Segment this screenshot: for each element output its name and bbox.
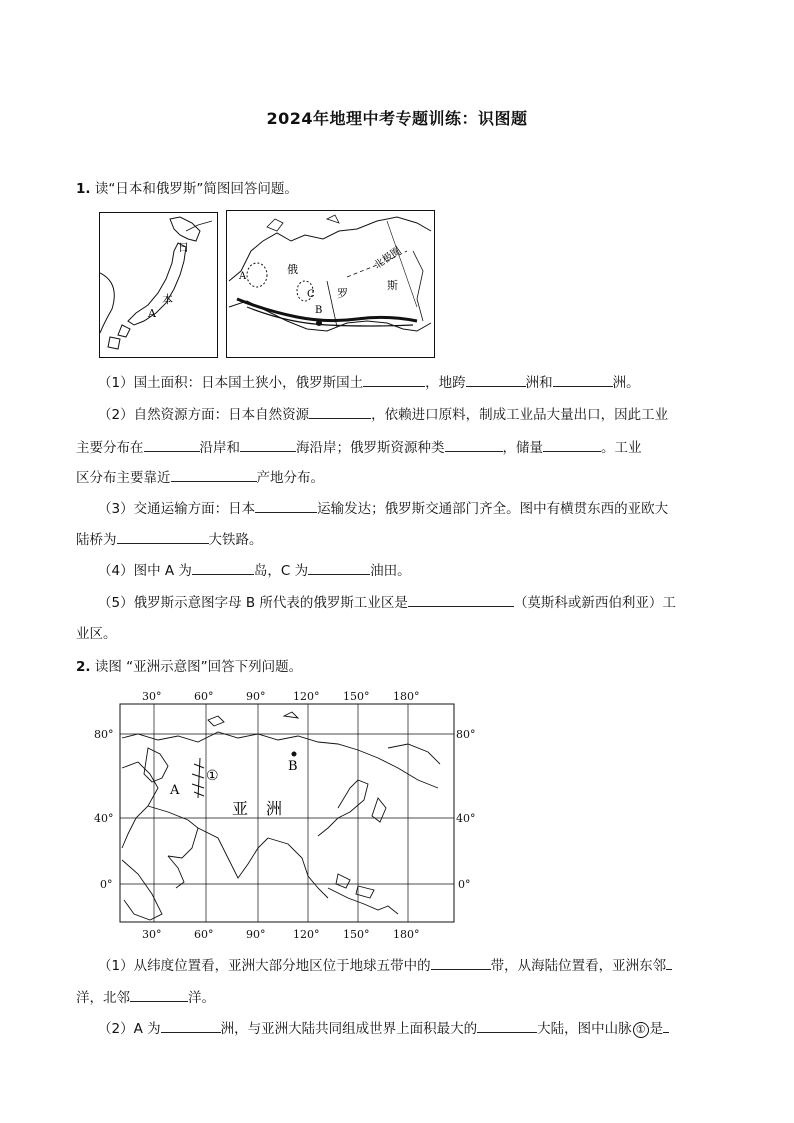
q1-s2-text-f: ，储量 (502, 440, 543, 456)
q1-s1-text-a: （1）国土面积：日本国土狭小，俄罗斯国土 (98, 375, 364, 391)
page-title: 2024年地理中考专题训练：识图题 (266, 109, 528, 128)
q1-s2-line1 (98, 404, 718, 425)
q1-s4-text-b: 岛，C 为 (253, 563, 309, 579)
lat-label-right: 40° (456, 812, 476, 825)
blank[interactable] (144, 437, 200, 452)
q1-s1-text-d: 洲。 (612, 375, 640, 391)
blank[interactable] (192, 560, 254, 575)
blank[interactable] (543, 437, 601, 452)
lon-label-bottom: 120° (293, 928, 320, 941)
lon-label-top: 60° (194, 690, 214, 703)
q2-s2 (98, 1018, 718, 1039)
russia-map (226, 210, 435, 358)
q1-s2-text-h: 区分布主要靠近 (76, 470, 171, 486)
q1-s2-text-i: 产地分布。 (256, 470, 324, 486)
lon-label-bottom: 60° (194, 928, 214, 941)
blank[interactable] (466, 372, 526, 387)
asia-label-1: ① (206, 768, 219, 784)
lat-label-left: 0° (100, 878, 113, 891)
q1-s3-text-b: 运输发达；俄罗斯交通部门齐全。图中有横贯东西的亚欧大 (317, 501, 669, 517)
q1-s2-text-d: 沿岸和 (199, 440, 240, 456)
blank[interactable] (309, 404, 371, 419)
q1-s4-text-a: （4）图中 A 为 (98, 563, 192, 579)
q1-s3-line1 (98, 498, 718, 519)
blank[interactable] (255, 498, 317, 513)
q1-s3-text-c: 陆桥为 (76, 532, 117, 548)
russia-label-arctic: 北极圈 (372, 245, 404, 272)
asia-map-svg (88, 688, 488, 944)
russia-label-si: 斯 (387, 279, 398, 292)
q1-s4-text-c: 油田。 (370, 563, 411, 579)
lon-label-top: 150° (343, 690, 370, 703)
q1-s2-text-g: 。工业 (601, 440, 642, 456)
blank[interactable] (161, 1018, 221, 1033)
q1-s5-line2 (76, 622, 117, 642)
japan-label-ben: 本 (162, 293, 173, 306)
q1-s2-text-c: 主要分布在 (76, 440, 144, 456)
asia-label-ya: 亚 (232, 799, 249, 818)
blank[interactable] (477, 1018, 537, 1033)
q1-s1 (98, 372, 718, 393)
blank[interactable] (431, 955, 491, 970)
asia-label-b: B (288, 759, 298, 774)
q1-s1-text-c: 洲和 (525, 375, 553, 391)
q2-s1-text-d: 洋。 (188, 990, 215, 1006)
q2-s2-text-c: 大陆，图中山脉 (537, 1021, 632, 1037)
asia-label-zhou: 洲 (266, 799, 283, 818)
q2-s1-line2 (76, 986, 215, 1006)
blank[interactable] (117, 529, 209, 544)
lon-label-top: 90° (246, 690, 266, 703)
q1-number: 1. (76, 181, 91, 197)
q2-s1-text-b: 带，从海陆位置看，亚洲东邻 (490, 958, 667, 974)
q2-s2-text-a: （2）A 为 (98, 1021, 161, 1037)
q2-number: 2. (76, 659, 91, 675)
q2-s1-text-c: 洋，北邻 (76, 990, 130, 1006)
asia-map (88, 688, 488, 944)
q1-s2-line2 (76, 436, 642, 456)
q1-s5-text-a: （5）俄罗斯示意图字母 B 所代表的俄罗斯工业区是 (98, 595, 408, 611)
mountain-number-1: ① (633, 1022, 649, 1038)
q2-s2-text-b: 洲，与亚洲大陆共同组成世界上面积最大的 (220, 1021, 478, 1037)
blank[interactable] (363, 372, 425, 387)
blank[interactable] (130, 987, 188, 1002)
q1-s5-text-b: （莫斯科或新西伯利亚）工 (513, 595, 676, 611)
japan-label-a: A (148, 307, 156, 320)
lat-label-right: 80° (456, 728, 476, 741)
q2-prompt: 读图 “亚洲示意图”回答下列问题。 (94, 659, 303, 675)
russia-label-e: 俄 (287, 263, 298, 276)
q1-s4 (98, 560, 718, 581)
blank[interactable] (666, 955, 672, 970)
q1-s3-line2 (76, 528, 263, 548)
lat-label-left: 80° (94, 728, 114, 741)
russia-label-luo: 罗 (337, 287, 348, 300)
lon-label-top: 120° (293, 690, 320, 703)
q2-s2-text-e: 是 (649, 1021, 664, 1037)
asia-label-a: A (170, 783, 180, 798)
russia-label-c: C (307, 289, 315, 300)
lon-label-bottom: 90° (246, 928, 266, 941)
q1-s2-text-e: 海沿岸；俄罗斯资源种类 (296, 440, 445, 456)
russia-label-b: B (315, 305, 323, 316)
q1-s2-line3 (76, 466, 324, 486)
q1-s2-text-a: （2）自然资源方面：日本自然资源 (98, 407, 310, 423)
blank[interactable] (553, 372, 613, 387)
russia-label-a: A (239, 271, 247, 282)
q1-prompt: 读“日本和俄罗斯”简图回答问题。 (94, 181, 298, 197)
q1-s3-text-a: （3）交通运输方面：日本 (98, 501, 256, 517)
blank[interactable] (663, 1018, 669, 1033)
japan-label-ri: 日 (178, 241, 189, 254)
lat-label-right: 0° (458, 878, 471, 891)
blank[interactable] (445, 437, 503, 452)
q1-s5-text-c: 业区。 (76, 626, 117, 642)
q1-s1-text-b: ，地跨 (425, 375, 466, 391)
q1-s5-line1 (98, 592, 718, 613)
q1-prompt-row (76, 177, 298, 197)
q1-s3-text-d: 大铁路。 (208, 532, 263, 548)
lon-label-top: 180° (393, 690, 420, 703)
lon-label-top: 30° (142, 690, 162, 703)
q2-prompt-row (76, 655, 302, 675)
blank[interactable] (240, 437, 296, 452)
lon-label-bottom: 30° (142, 928, 162, 941)
japan-map (99, 212, 218, 358)
q1-s2-text-b: ，依赖进口原料，制成工业品大量出口，因此工业 (371, 407, 669, 423)
q2-s1-text-a: （1）从纬度位置看，亚洲大部分地区位于地球五带中的 (98, 958, 431, 974)
blank[interactable] (308, 560, 370, 575)
russia-map-svg (227, 211, 434, 357)
blank[interactable] (408, 592, 514, 607)
q2-s1-line1 (98, 955, 718, 976)
lon-label-bottom: 150° (343, 928, 370, 941)
japan-map-svg (100, 213, 217, 357)
lat-label-left: 40° (94, 812, 114, 825)
lon-label-bottom: 180° (393, 928, 420, 941)
blank[interactable] (171, 467, 257, 482)
